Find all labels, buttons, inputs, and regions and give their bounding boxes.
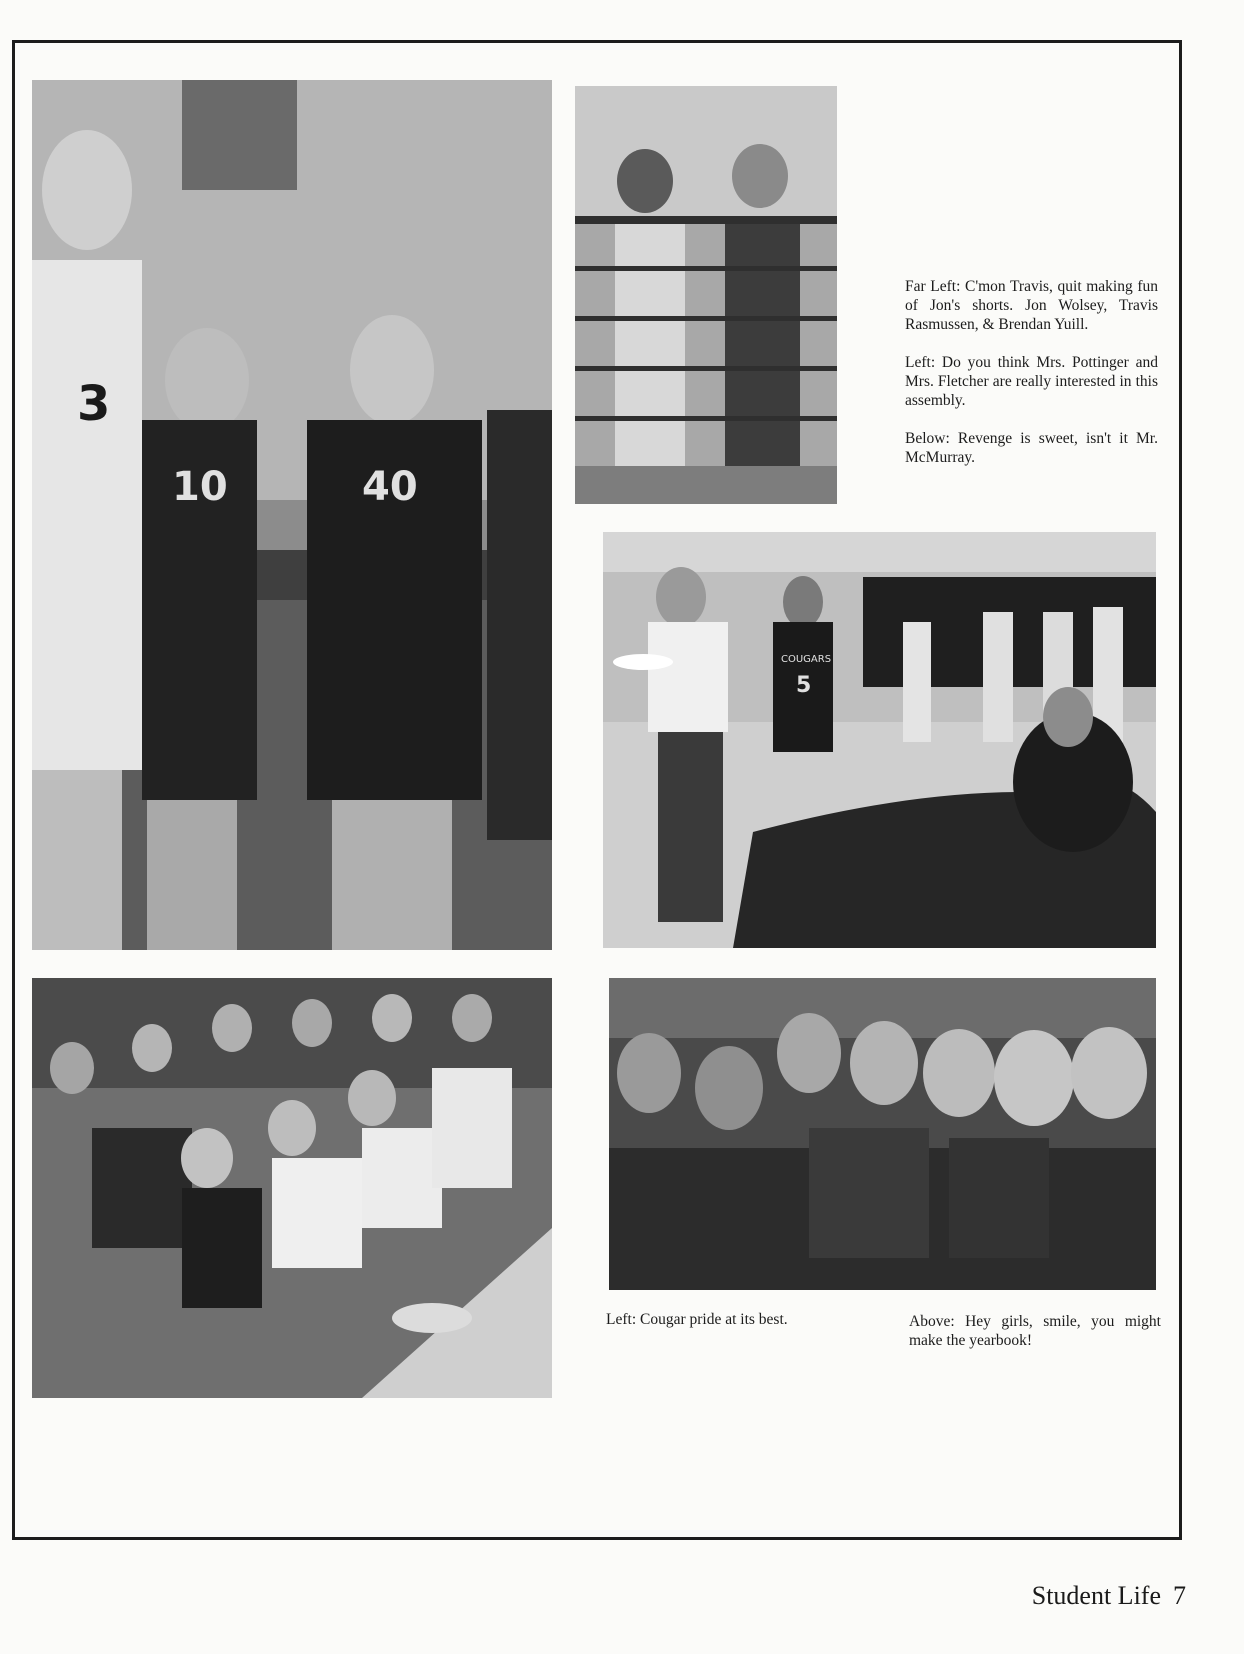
caption-smile-yearbook: Above: Hey girls, smile, you might make the yearbook!: [909, 1313, 1161, 1349]
photo-pie-revenge: [603, 532, 1156, 948]
caption-below-revenge: Below: Revenge is sweet, isn't it Mr. McMurray.: [905, 430, 1158, 466]
caption-block-top: [905, 277, 1158, 486]
page-footer: [1032, 1581, 1186, 1611]
photo-student-crowd: [32, 978, 552, 1398]
section-title: Student Life: [1031, 1581, 1161, 1610]
jersey-number-mid: 10: [172, 464, 228, 510]
photo-basketball-players: [32, 80, 552, 950]
caption-left-teachers: Left: Do you think Mrs. Pottinger and Mrs. Fletcher are really interested in this assembly.: [905, 354, 1158, 409]
jersey-number-right: 40: [362, 464, 418, 510]
page-number: 7: [1173, 1581, 1186, 1610]
caption-cougar-pride: Left: Cougar pride at its best.: [606, 1311, 788, 1328]
jersey-number-five: 5: [796, 673, 812, 698]
jersey-cougars: COUGARS: [781, 654, 832, 665]
jersey-number-left: 3: [77, 376, 111, 432]
photo-smiling-girls: [609, 978, 1156, 1290]
caption-far-left: Far Left: C'mon Travis, quit making fun of Jon's shorts. Jon Wolsey, Travis Rasmussen, & Brendan Yuill.: [905, 278, 1158, 333]
photo-teachers-railing: [575, 86, 837, 504]
